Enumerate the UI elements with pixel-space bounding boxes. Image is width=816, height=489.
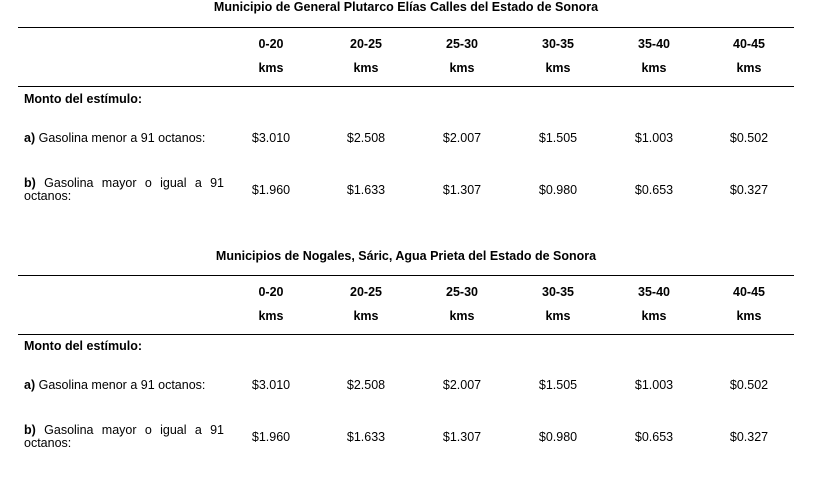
table-cell: $0.980 — [538, 430, 578, 444]
table-cell: $0.653 — [634, 430, 674, 444]
row-label: b) Gasolina mayor o igual a 91 octanos: — [24, 176, 224, 203]
row-label: a) Gasolina menor a 91 octanos: — [24, 378, 206, 392]
column-header: 0-20 kms — [258, 285, 284, 323]
table-cell: $2.007 — [442, 131, 482, 145]
column-header: 35-40 kms — [638, 285, 670, 323]
table-cell: $3.010 — [251, 131, 291, 145]
table-cell: $0.980 — [538, 183, 578, 197]
table-cell: $2.007 — [442, 378, 482, 392]
table-title: Municipio de General Plutarco Elías Calles del Estado de Sonora — [213, 0, 599, 14]
table-cell: $2.508 — [346, 378, 386, 392]
table-title: Municipios de Nogales, Sáric, Agua Prieta del Estado de Sonora — [215, 249, 597, 263]
table-cell: $1.505 — [538, 378, 578, 392]
column-header: 40-45 kms — [733, 37, 765, 75]
table-cell: $0.502 — [729, 378, 769, 392]
row-label: b) Gasolina mayor o igual a 91 octanos: — [24, 423, 224, 450]
table-cell: $1.960 — [251, 183, 291, 197]
column-header: 30-35 kms — [542, 285, 574, 323]
column-header: 25-30 kms — [446, 37, 478, 75]
column-header: 0-20 kms — [258, 37, 284, 75]
row-label: a) Gasolina menor a 91 octanos: — [24, 131, 206, 145]
table-cell: $1.960 — [251, 430, 291, 444]
table-cell: $0.502 — [729, 131, 769, 145]
table-cell: $0.327 — [729, 430, 769, 444]
table-cell: $1.307 — [442, 430, 482, 444]
table-cell: $0.327 — [729, 183, 769, 197]
column-header: 35-40 kms — [638, 37, 670, 75]
table-cell: $1.633 — [346, 183, 386, 197]
column-header: 20-25 kms — [350, 285, 382, 323]
table-general-plutarco — [18, 0, 794, 215]
table-cell: $1.307 — [442, 183, 482, 197]
table-cell: $1.633 — [346, 430, 386, 444]
table-cell: $1.003 — [634, 131, 674, 145]
column-header: 25-30 kms — [446, 285, 478, 323]
table-cell: $3.010 — [251, 378, 291, 392]
table-cell: $1.505 — [538, 131, 578, 145]
table-cell: $0.653 — [634, 183, 674, 197]
table-cell: $1.003 — [634, 378, 674, 392]
column-header: 20-25 kms — [350, 37, 382, 75]
column-header: 30-35 kms — [542, 37, 574, 75]
table-top-rule — [18, 275, 794, 276]
section-label: Monto del estímulo: — [24, 339, 143, 353]
column-header: 40-45 kms — [733, 285, 765, 323]
table-top-rule — [18, 27, 794, 28]
header-bottom-rule — [18, 334, 794, 335]
table-cell: $2.508 — [346, 131, 386, 145]
section-label: Monto del estímulo: — [24, 92, 143, 106]
header-bottom-rule — [18, 86, 794, 87]
table-nogales-saric-agua-prieta — [18, 249, 794, 464]
